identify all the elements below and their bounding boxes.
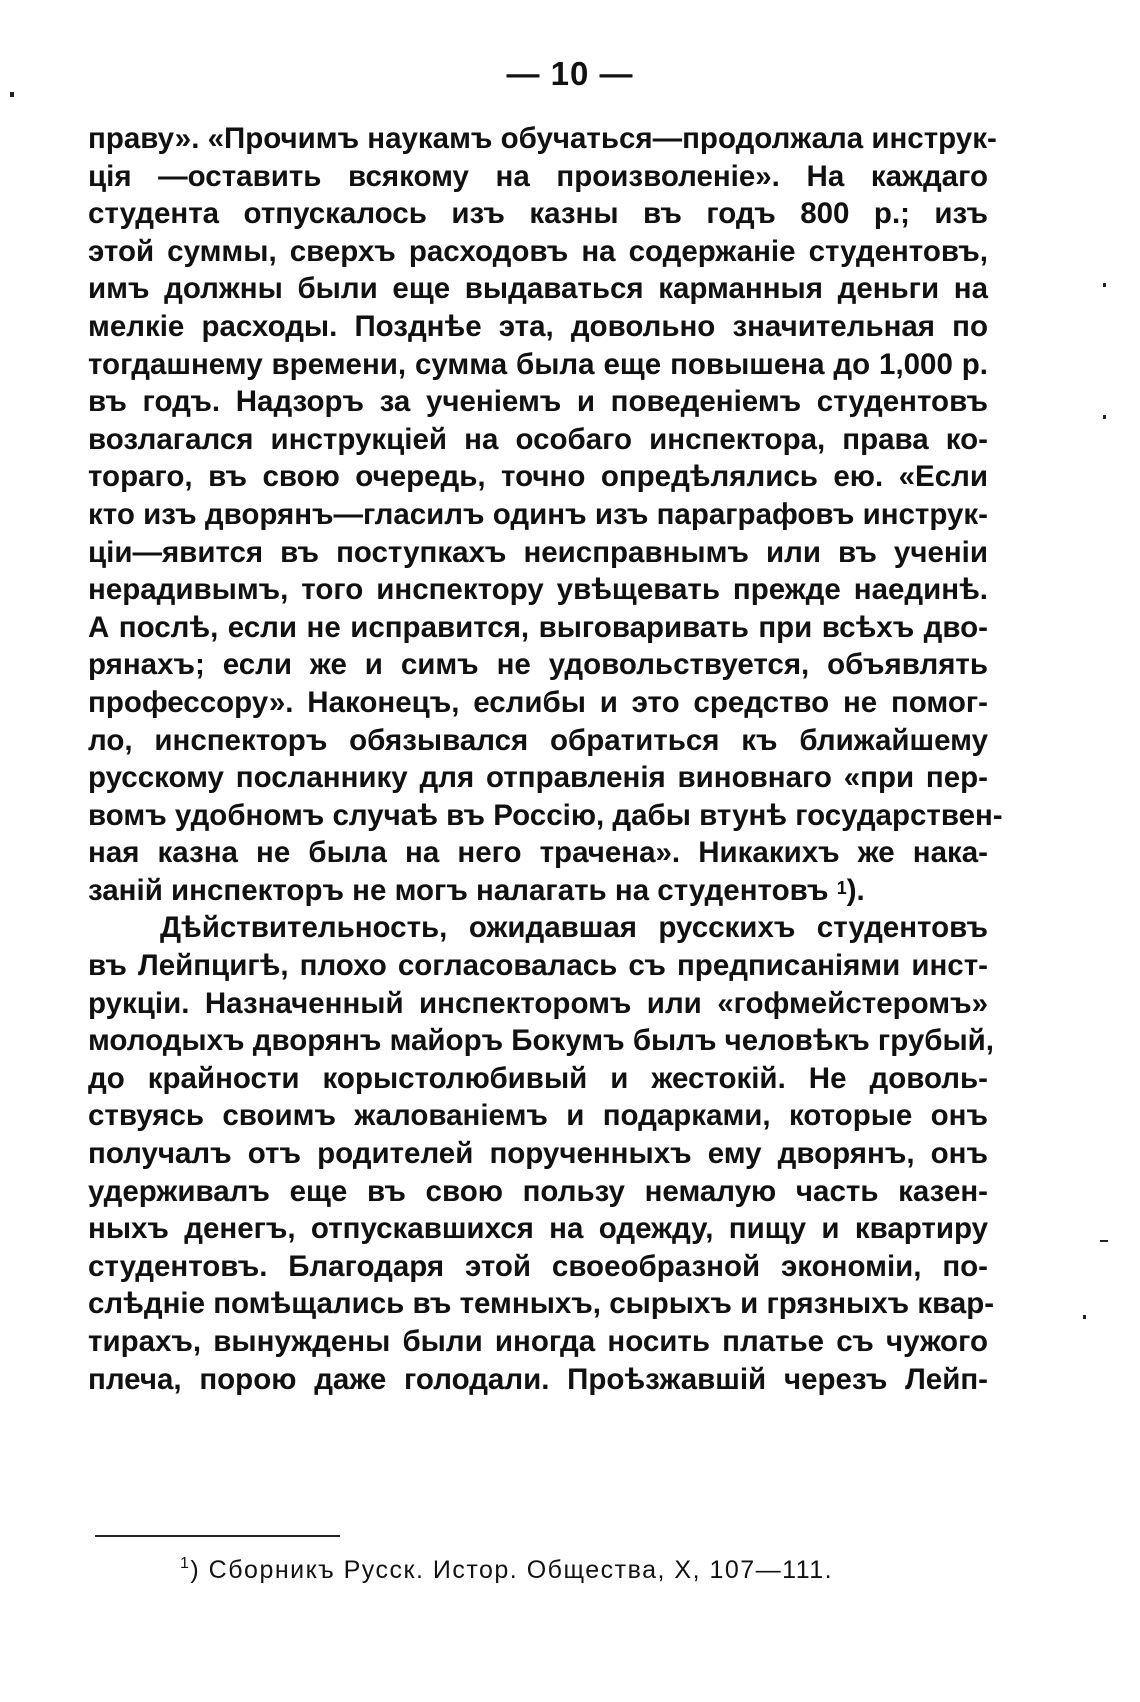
text-line-last <box>88 872 988 910</box>
text-line: мелкіе расходы. Позднѣе эта, довольно значительная по <box>88 309 988 343</box>
text-line: А послѣ, если не исправится, выговаривать при всѣхъ дво- <box>88 610 988 644</box>
text-line: до крайности корыстолюбивый и жестокій. Не доволь- <box>88 1061 988 1095</box>
scan-speck <box>1103 283 1106 287</box>
text-line: этой суммы, сверхъ расходовъ на содержаніе студентовъ, <box>88 234 988 268</box>
text-line: тораго, въ свою очередь, точно опредѣлялись ею. «Если <box>88 460 988 494</box>
footnote-reference: 1 <box>836 877 847 898</box>
paragraph-2 <box>88 909 995 1398</box>
text-line: рянахъ; если же и симъ не удовольствуется, объявлять <box>88 648 988 682</box>
text-line: русскому посланнику для отправленія виновнаго «при пер- <box>88 761 988 795</box>
text-line: ло, инспекторъ обязывался обратиться къ ближайшему <box>88 723 988 757</box>
text-line: вомъ удобномъ случаѣ въ Россію, дабы втунѣ государствен- <box>88 798 1003 832</box>
text-line: удерживалъ еще въ свою пользу немалую часть казен- <box>88 1174 988 1208</box>
text-line: слѣдніе помѣщались въ темныхъ, сырыхъ и грязныхъ квар- <box>88 1287 995 1321</box>
page-number: — 10 — <box>506 55 634 92</box>
text-line: профессору». Наконецъ, еслибы и это средство не помог- <box>88 685 988 719</box>
scan-speck <box>10 92 14 97</box>
text-line: рукціи. Назначенный инспекторомъ или «гофмейстеромъ» <box>88 986 988 1020</box>
footnote-text: ) Сборникъ Русск. Истор. Общества, X, 107—111. <box>190 1556 834 1584</box>
text-line: плеча, порою даже голодали. Проѣзжавшій черезъ Лейп- <box>88 1362 988 1396</box>
paragraph-1 <box>88 120 1003 909</box>
scan-speck <box>1100 1240 1108 1242</box>
text-line: ныхъ денегъ, отпускавшихся на одежду, пищу и квартиру <box>88 1212 988 1246</box>
footnote <box>180 1556 833 1585</box>
text-line-ending: ). <box>846 873 865 907</box>
text-line: ція —оставить всякому на произволеніе». На каждаго <box>88 159 988 193</box>
scan-speck <box>1103 415 1106 419</box>
text-line: получалъ отъ родителей порученныхъ ему дворянъ, онъ <box>88 1137 988 1171</box>
text-line: кто изъ дворянъ—гласилъ одинъ изъ параграфовъ инструк- <box>88 497 988 531</box>
footnote-divider <box>95 1535 340 1537</box>
text-line: студента отпускалось изъ казны въ годъ 800 р.; изъ <box>88 197 988 231</box>
text-line: ная казна не была на него трачена». Никакихъ же нака- <box>88 836 988 870</box>
text-line: тирахъ, вынуждены были иногда носить платье съ чужого <box>88 1325 988 1358</box>
footnote-marker: 1 <box>180 1555 191 1572</box>
scan-speck <box>1083 1315 1086 1319</box>
text-line-content: заній инспекторъ не могъ налагать на студентовъ <box>88 873 829 907</box>
text-line: ствуясь своимъ жалованіемъ и подарками, которые онъ <box>88 1099 988 1133</box>
text-line: праву». «Прочимъ наукамъ обучаться—продолжала инструк- <box>88 122 997 155</box>
text-line: ціи—явится въ поступкахъ неисправнымъ или въ ученіи <box>88 535 988 569</box>
text-line-indented: Дѣйствительность, ожидавшая русскихъ студентовъ <box>160 911 988 945</box>
text-line: молодыхъ дворянъ майоръ Бокумъ былъ человѣкъ грубый, <box>88 1024 994 1058</box>
text-line: нерадивымъ, того инспектору увѣщевать прежде наединѣ. <box>88 573 988 607</box>
text-line: въ Лейпцигѣ, плохо согласовалась съ предписаніями инст- <box>88 949 988 983</box>
text-line: имъ должны были еще выдаваться карманныя деньги на <box>88 272 988 306</box>
text-line: возлагался инструкціей на особаго инспектора, права ко- <box>88 422 988 456</box>
text-line: студентовъ. Благодаря этой своеобразной экономіи, по- <box>88 1249 988 1283</box>
body-text <box>88 120 1003 1398</box>
text-line: въ годъ. Надзоръ за ученіемъ и поведеніемъ студентовъ <box>88 385 988 419</box>
text-line: тогдашнему времени, сумма была еще повышена до 1,000 р. <box>88 347 988 381</box>
